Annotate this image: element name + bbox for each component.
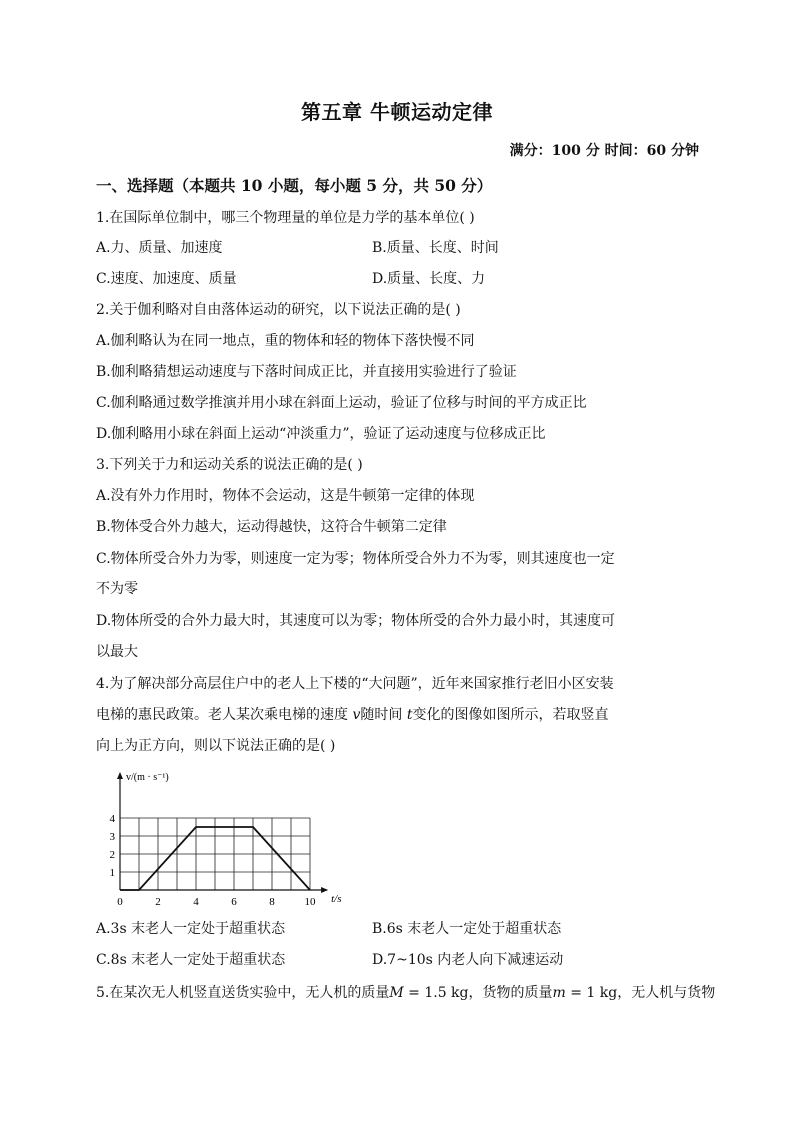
q4-option-a: A.3s 末老人一定处于超重状态 — [96, 921, 286, 937]
q2-stem: 2.关于伽利略对自由落体运动的研究，以下说法正确的是( ) — [96, 302, 461, 318]
q2-option-c: C.伽利略通过数学推演并用小球在斜面上运动，验证了位移与时间的平方成正比 — [96, 395, 587, 411]
q3-stem: 3.下列关于力和运动关系的说法正确的是( ) — [96, 457, 363, 473]
q1-option-a: A.力、质量、加速度 — [96, 240, 223, 256]
q1-option-c: C.速度、加速度、质量 — [96, 271, 237, 287]
q4-option-d: D.7~10s 内老人向下减速运动 — [372, 952, 564, 968]
q4-stem-line3: 向上为正方向，则以下说法正确的是( ) — [96, 738, 336, 754]
var-m: m — [552, 985, 566, 1001]
y-tick-label: 3 — [109, 831, 115, 843]
q5-stem-text-b: ，货物的质量 — [468, 985, 553, 1001]
q4-stem-text-b: 随时间 — [360, 707, 407, 723]
page-title: 第五章 牛顿运动定律 — [301, 100, 493, 124]
q4-stem-line1: 4.为了解决部分高层住户中的老人上下楼的“大问题”，近年来国家推行老旧小区安装 — [96, 676, 614, 692]
q4-stem-text-a: 电梯的惠民政策。老人某次乘电梯的速度 — [96, 707, 353, 723]
q1-option-b: B.质量、长度、时间 — [372, 240, 499, 256]
x-tick-label: 4 — [193, 896, 199, 908]
q2-option-a: A.伽利略认为在同一地点，重的物体和轻的物体下落快慢不同 — [96, 333, 475, 349]
x-axis-arrow — [321, 887, 328, 893]
q3-option-b: B.物体受合外力越大，运动得越快，这符合牛顿第二定律 — [96, 519, 447, 535]
exam-meta: 满分：100 分 时间：60 分钟 — [509, 143, 699, 159]
var-M: M — [389, 985, 404, 1001]
var-v: v — [352, 707, 361, 723]
q3-option-d-line2: 以最大 — [96, 644, 138, 660]
y-axis-label: v/(m · s⁻¹) — [126, 772, 169, 783]
q5-stem-line1 — [96, 983, 715, 1003]
q1-stem: 1.在国际单位制中，哪三个物理量的单位是力学的基本单位( ) — [96, 210, 475, 226]
y-tick-label: 2 — [109, 849, 115, 861]
q5-stem-text-a: 5.在某次无人机竖直送货实验中，无人机的质量 — [96, 985, 390, 1001]
x-axis-label: t/s — [331, 893, 342, 905]
y-tick-label: 1 — [109, 867, 115, 879]
x-tick-label: 2 — [155, 896, 161, 908]
y-tick-label: 4 — [109, 813, 115, 825]
q3-option-c-line1: C.物体所受合外力为零，则速度一定为零；物体所受合外力不为零，则其速度也一定 — [96, 551, 615, 567]
q4-stem-line2 — [96, 705, 608, 725]
q2-option-d: D.伽利略用小球在斜面上运动“冲淡重力”，验证了运动速度与位移成正比 — [96, 426, 546, 442]
q3-option-a: A.没有外力作用时，物体不会运动，这是牛顿第一定律的体现 — [96, 488, 475, 504]
x-tick-label: 6 — [231, 896, 237, 908]
q3-option-d-line1: D.物体所受的合外力最大时，其速度可以为零；物体所受的合外力最小时，其速度可 — [96, 613, 616, 629]
q5-mass-M: = 1.5 kg — [403, 985, 469, 1001]
x-tick-label: 10 — [304, 896, 316, 908]
q4-stem-text-c: 变化的图像如图所示，若取竖直 — [412, 707, 609, 723]
x-tick-label: 8 — [269, 896, 275, 908]
x-tick-label: 0 — [117, 896, 123, 908]
q4-option-c: C.8s 末老人一定处于超重状态 — [96, 952, 286, 968]
q3-option-c-line2: 不为零 — [96, 581, 138, 597]
y-axis-arrow — [117, 772, 123, 779]
q1-option-d: D.质量、长度、力 — [372, 271, 486, 287]
section-heading: 一、选择题（本题共 10 小题，每小题 5 分，共 50 分） — [96, 176, 493, 195]
q5-stem-text-c: ，无人机与货物 — [617, 985, 716, 1001]
q4-option-b: B.6s 末老人一定处于超重状态 — [372, 921, 562, 937]
velocity-time-chart — [100, 768, 350, 908]
q5-mass-m: = 1 kg — [565, 985, 618, 1001]
q2-option-b: B.伽利略猜想运动速度与下落时间成正比，并直接用实验进行了验证 — [96, 364, 517, 380]
var-t: t — [406, 707, 413, 723]
